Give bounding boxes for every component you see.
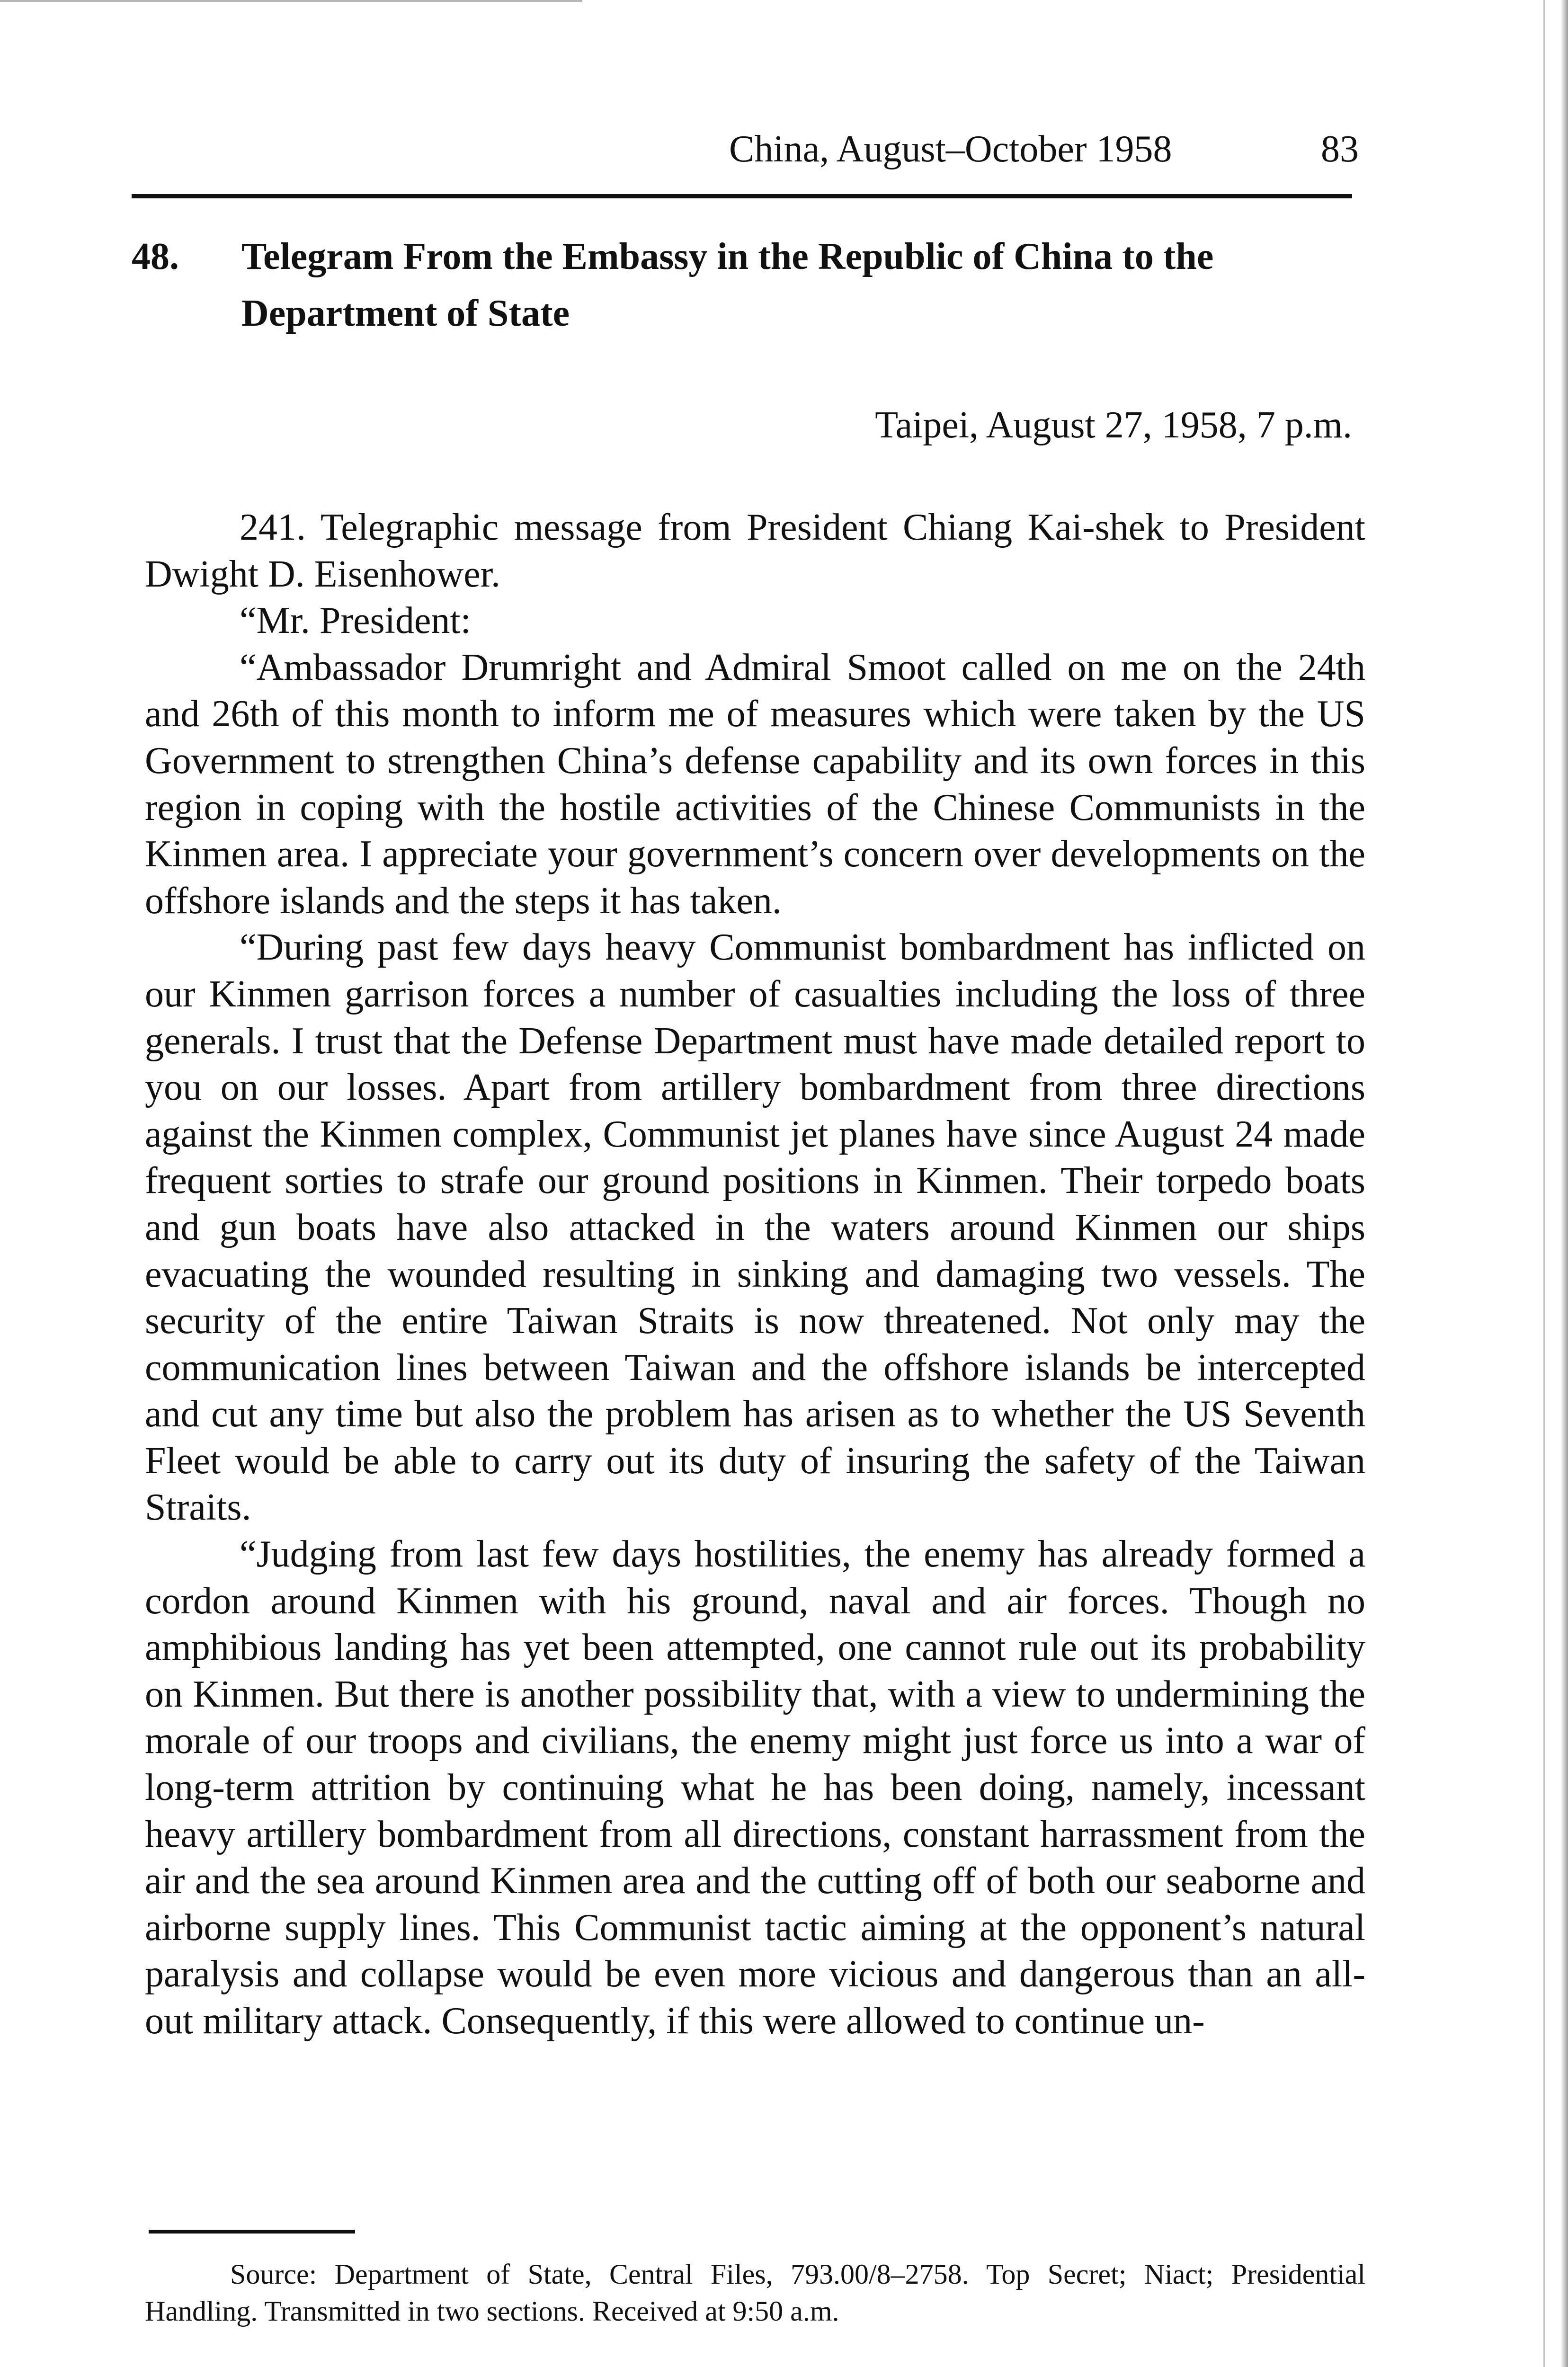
page-right-edge (1560, 0, 1568, 2367)
dateline: Taipei, August 27, 1958, 7 p.m. (875, 404, 1352, 446)
document-number: 48. (132, 236, 179, 277)
header-rule (132, 194, 1352, 198)
page-top-edge (0, 0, 582, 2)
document-title: Telegram From the Embassy in the Republic of China to the Department of State (241, 236, 1214, 334)
source-footnote: Source: Department of State, Central Files, 793.00/8–2758. Top Secret; Niact; Presidential Handling. Transmitted in two sections. Received at 9:50 a.m. (145, 2259, 1365, 2327)
body-text (145, 504, 1365, 2045)
paragraph-salutation: “Mr. President: (240, 600, 471, 642)
paragraph-telegram-number: 241. Telegraphic message from President Chiang Kai-shek to President Dwight D. Eisenhower. (145, 507, 1365, 595)
footnote-rule (149, 2230, 355, 2234)
running-head (729, 130, 1359, 168)
paragraph-body: “Judging from last few days hostilities, the enemy has already formed a cordon around Kinmen with his ground, naval and air forces. Though no amphibious landing has yet been attempted, one cannot rule out its probability on Kinmen. But there is another possibility that, with a view to undermining the morale of our troops and civilians, the enemy might just force us into a war of long-term attrition by continuing what he has been doing, namely, incessant heavy artillery bombardment from all directions, constant harrassment from the air and the sea around Kinmen area and the cutting off of both our seaborne and airborne supply lines. This Communist tactic aiming at the opponent’s natural paralysis and collapse would be even more vicious and dangerous than an all-out military attack. Consequently, if this were allowed to continue un- (145, 1533, 1365, 2042)
binding-line (1543, 0, 1545, 2367)
paragraph-body: “Ambassador Drumright and Admiral Smoot called on me on the 24th and 26th of this month to inform me of measures which were taken by the US Government to strengthen China’s defense capability and its own forces in this region in coping with the hostile activities of the Chinese Communists in the Kinmen area. I appreciate your government’s concern over developments on the offshore islands and the steps it has taken. (145, 646, 1365, 922)
running-head-section: China, August–October 1958 (729, 128, 1172, 170)
paragraph-body: “During past few days heavy Communist bombardment has inflicted on our Kinmen garrison forces a number of casualties including the loss of three generals. I trust that the Defense Department must have made detailed report to you on our losses. Apart from artillery bombardment from three directions against the Kinmen complex, Communist jet planes have since August 24 made frequent sorties to strafe our ground positions in Kinmen. Their torpedo boats and gun boats have also attacked in the waters around Kinmen our ships evacuating the wounded resulting in sinking and damaging two vessels. The security of the entire Taiwan Straits is now threatened. Not only may the communication lines between Taiwan and the offshore islands be intercepted and cut any time but also the problem has arisen as to whether the US Seventh Fleet would be able to carry out its duty of insuring the safety of the Taiwan Straits. (145, 926, 1365, 1529)
page-number: 83 (1321, 128, 1359, 170)
